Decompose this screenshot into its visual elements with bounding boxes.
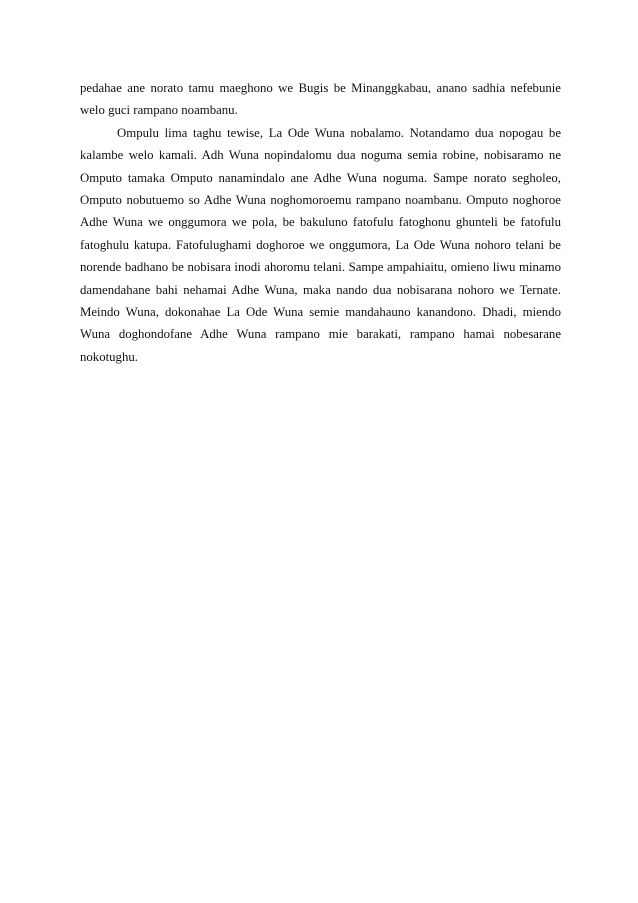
text-line: welo guci rampano noambanu. [80,103,238,118]
text-line: kalambe welo kamali. Adh Wuna nopindalomu dua noguma semia robine, nobisaramo ne [80,148,561,163]
text-line: Wuna doghondofane Adhe Wuna rampano mie barakati, rampano hamai nobesarane [80,327,561,342]
text-line: norende badhano be nobisara inodi ahoromu telani. Sampe ampahiaitu, omieno liwu minamo [80,260,561,275]
text-line: damendahane bahi nehamai Adhe Wuna, maka nando dua nobisarana nohoro we Ternate. [80,282,561,297]
text-line: fatoghulu katupa. Fatofulughami doghoroe we onggumora, La Ode Wuna nohoro telani be [80,237,561,252]
text-line: Ompulu lima taghu tewise, La Ode Wuna nobalamo. Notandamo dua nopogau be [117,125,561,140]
text-line: Adhe Wuna we onggumora we pola, be bakuluno fatofulu fatoghonu ghunteli be fatofulu [80,215,561,230]
text-line: Omputo tamaka Omputo nanamindalo ane Adhe Wuna noguma. Sampe norato segholeo, [80,170,561,185]
body-text [80,77,561,368]
text-line: Meindo Wuna, dokonahae La Ode Wuna semie mandahauno kanandono. Dhadi, miendo [80,304,561,319]
text-line: nokotughu. [80,349,138,364]
paragraph-2 [80,122,561,368]
paragraph-1 [80,77,561,122]
text-line: Omputo nobutuemo so Adhe Wuna noghomoroemu rampano noambanu. Omputo noghoroe [80,192,561,207]
text-line: pedahae ane norato tamu maeghono we Bugis be Minanggkabau, anano sadhia nefebunie [80,81,561,95]
